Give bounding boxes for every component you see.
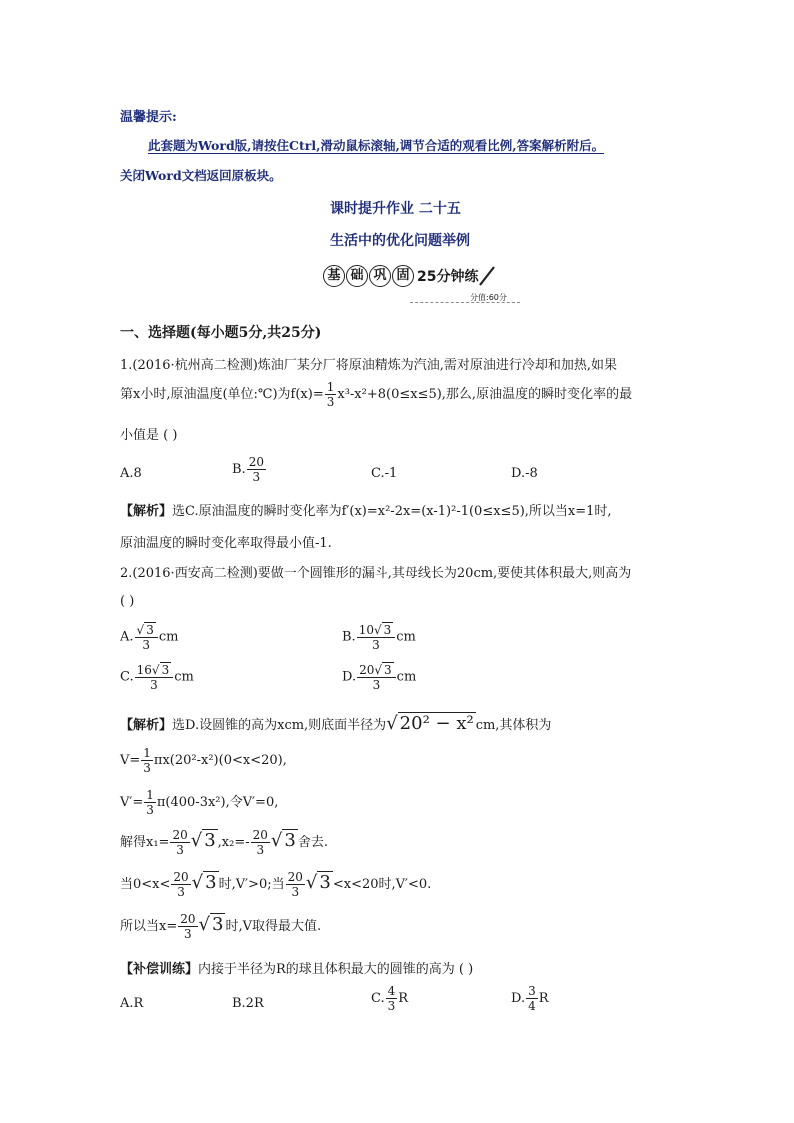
q1-line-2: 第x小时,原油温度(单位:℃)为f(x)= $\frac{1}{3}$ x³-x²+8(0≤x≤5),那么,原油温度的瞬时变化率的最 (120, 380, 633, 409)
tip-line-1: 此套题为Word版,请按住Ctrl,滑动鼠标滚轴,调节合适的观看比例,答案解析附后。 (148, 138, 605, 153)
a2-line-1: 【解析】选D.设圆锥的高为xcm,则底面半径为√ 20² − x² cm,其体积为 (120, 713, 552, 734)
q1-line-1: 1.(2016·杭州高二检测)炼油厂某分厂将原油精炼为汽油,需对原油进行冷却和加热,如果 (120, 358, 618, 373)
a1-line-2: 原油温度的瞬时变化率取得最小值-1. (120, 536, 332, 551)
page-subtitle: 生活中的优化问题举例 (330, 233, 470, 249)
q1-line-3: 小值是 ( ) (120, 428, 178, 443)
a2-volume: V= $\frac{1}{3}$ πx(20²-x²)(0<x<20), (120, 746, 287, 775)
q1-option-a: A.8 (120, 466, 142, 481)
tip-line-2: 关闭Word文档返回原板块。 (120, 168, 282, 183)
q2-line-1: 2.(2016·西安高二检测)要做一个圆锥形的漏斗,其母线长为20cm,要使其体积最大,则高为 (120, 566, 632, 581)
q2-option-b: B. $\frac{10√ 3}{3}$ cm (342, 623, 416, 652)
section-heading: 一、选择题(每小题5分,共25分) (120, 325, 322, 341)
a2-conclusion: 所以当x= $\frac{20}{3}$ √ 3 时,V取得最大值. (120, 912, 322, 941)
q2-option-a: A. $\frac{√ 3}{3}$ cm (120, 623, 179, 652)
q2-line-2: ( ) (120, 594, 135, 609)
q1-option-c: C.-1 (371, 466, 398, 481)
q1-option-d: D.-8 (511, 466, 538, 481)
a1-line-1: 【解析】选C.原油温度的瞬时变化率为f′(x)=x²-2x=(x-1)²-1(0≤x≤5),所以当x=1时, (120, 504, 612, 519)
a2-monotonic: 当0<x< $\frac{20}{3}$ √ 3 时,V′>0;当 $\frac{20}{3}$ √ 3 <x<20时,V′<0. (120, 870, 432, 899)
badge-time: 25分钟练 (417, 269, 479, 285)
q1-option-b: B. $\frac{20}{3}$ (232, 455, 264, 484)
divider (410, 302, 520, 303)
pen-stroke-icon (478, 265, 496, 287)
extra-question: 【补偿训练】内接于半径为R的球且体积最大的圆锥的高为 ( ) (120, 962, 474, 977)
extra-option-a: A.R (120, 996, 144, 1011)
extra-option-b: B.2R (232, 996, 264, 1011)
score-label: 分值:60分 (470, 293, 507, 302)
extra-option-d: D. $\frac{3}{4}$ R (511, 984, 549, 1013)
badge-char: 巩 (369, 265, 391, 287)
section-badge (323, 265, 496, 287)
badge-char: 基 (323, 265, 345, 287)
page-title: 课时提升作业 二十五 (330, 201, 461, 217)
badge-char: 础 (346, 265, 368, 287)
q2-option-d: D. $\frac{20√ 3}{3}$ cm (342, 663, 417, 692)
tip-title: 温馨提示: (120, 110, 177, 125)
a2-derivative: V′= $\frac{1}{3}$ π(400-3x²),令V′=0, (120, 788, 279, 817)
a2-solution: 解得x₁= $\frac{20}{3}$ √ 3 ,x₂=- $\frac{20}{3}$ √ 3 舍去. (120, 828, 328, 857)
badge-char: 固 (392, 265, 414, 287)
extra-option-c: C. $\frac{4}{3}$ R (371, 984, 409, 1013)
q2-option-c: C. $\frac{16√ 3}{3}$ cm (120, 663, 194, 692)
